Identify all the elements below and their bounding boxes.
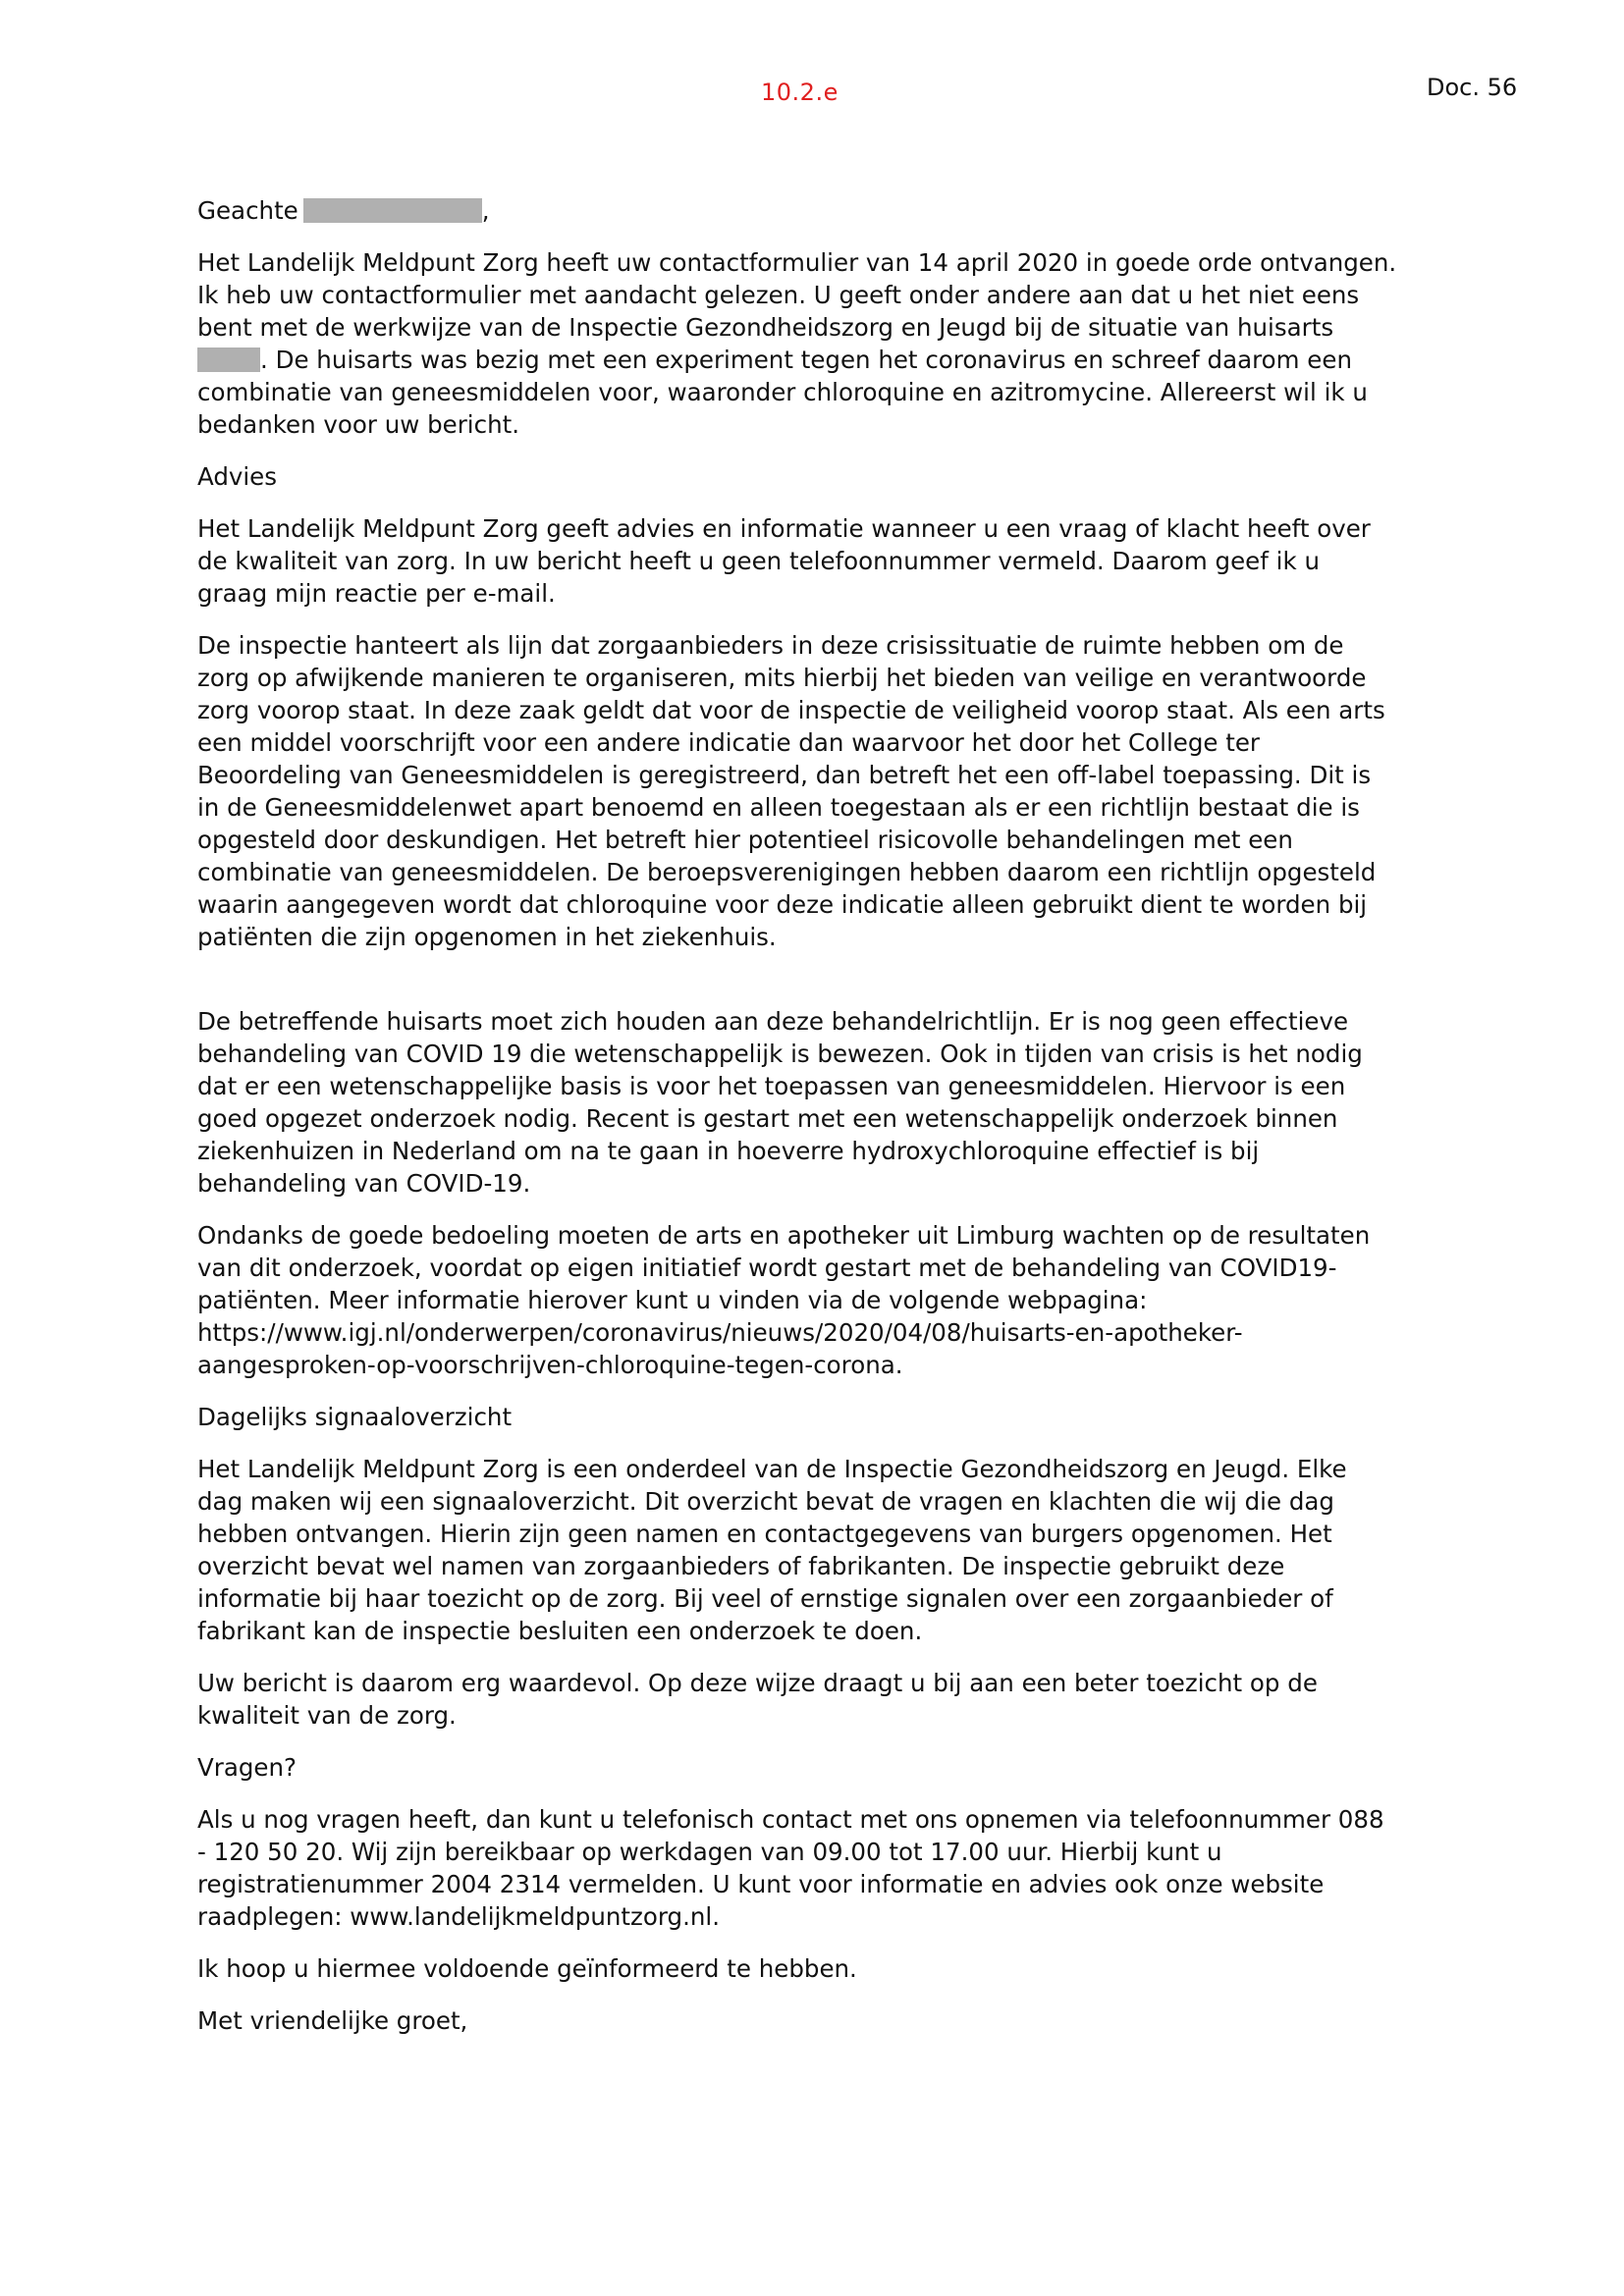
text-line: Ik heb uw contactformulier met aandacht gelezen. U geeft onder andere aan dat u het niet eens xyxy=(197,281,1360,309)
text-line: van dit onderzoek, voordat op eigen initiatief wordt gestart met de behandeling van COVID19- xyxy=(197,1254,1337,1282)
text-line: fabrikant kan de inspectie besluiten een onderzoek te doen. xyxy=(197,1617,923,1645)
text-line: zorg op afwijkende manieren te organiseren, mits hierbij het bieden van veilige en verantwoorde xyxy=(197,664,1367,692)
text-line: de kwaliteit van zorg. In uw bericht heeft u geen telefoonnummer vermeld. Daarom geef ik u xyxy=(197,547,1320,575)
redacted-recipient-name xyxy=(303,198,482,223)
webpage-url-line-2: aangesproken-op-voorschrijven-chloroquine-tegen-corona. xyxy=(197,1351,903,1379)
text-line: De inspectie hanteert als lijn dat zorgaanbieders in deze crisissituatie de ruimte hebben om de xyxy=(197,631,1344,660)
text-line: combinatie van geneesmiddelen voor, waaronder chloroquine en azitromycine. Allereerst wil ik u xyxy=(197,378,1368,406)
advies-paragraph-1 xyxy=(197,512,1474,610)
text-line: dat er een wetenschappelijke basis is voor het toepassen van geneesmiddelen. Hiervoor is een xyxy=(197,1072,1346,1100)
text-line: registratienummer 2004 2314 vermelden. U kunt voor informatie en advies ook onze website xyxy=(197,1870,1325,1898)
text-line: Als u nog vragen heeft, dan kunt u telefonisch contact met ons opnemen via telefoonnummer 088 xyxy=(197,1805,1384,1834)
text-line: bent met de werkwijze van de Inspectie Gezondheidszorg en Jeugd bij de situatie van huisarts xyxy=(197,313,1334,342)
text-line: combinatie van geneesmiddelen. De beroepsverenigingen hebben daarom een richtlijn opgesteld xyxy=(197,858,1377,886)
text-line: Ondanks de goede bedoeling moeten de arts en apotheker uit Limburg wachten op de resultaten xyxy=(197,1221,1371,1250)
text-line: bedanken voor uw bericht. xyxy=(197,410,520,439)
salutation-suffix: , xyxy=(481,196,490,225)
text-line: zorg voorop staat. In deze zaak geldt dat voor de inspectie de veiligheid voorop staat. Als een arts xyxy=(197,696,1385,724)
letter-body xyxy=(197,194,1474,2037)
text-line: - 120 50 20. Wij zijn bereikbaar op werkdagen van 09.00 tot 17.00 uur. Hierbij kunt u xyxy=(197,1838,1222,1866)
redaction-code: 10.2.e xyxy=(761,79,839,106)
section-heading-signaaloverzicht: Dagelijks signaaloverzicht xyxy=(197,1403,513,1431)
text-line: Het Landelijk Meldpunt Zorg heeft uw contactformulier van 14 april 2020 in goede orde ontvangen. xyxy=(197,248,1397,277)
webpage-url-line-1: https://www.igj.nl/onderwerpen/coronavirus/nieuws/2020/04/08/huisarts-en-apotheker- xyxy=(197,1318,1243,1347)
text-line: raadplegen: www.landelijkmeldpuntzorg.nl. xyxy=(197,1902,720,1931)
signaal-paragraph-1 xyxy=(197,1453,1474,1647)
blank-gap xyxy=(197,953,1474,1005)
advies-paragraph-4 xyxy=(197,1219,1474,1381)
text-line: De betreffende huisarts moet zich houden aan deze behandelrichtlijn. Er is nog geen effectieve xyxy=(197,1007,1349,1036)
text-line: Uw bericht is daarom erg waardevol. Op deze wijze draagt u bij aan een beter toezicht op de xyxy=(197,1669,1318,1697)
sign-off: Met vriendelijke groet, xyxy=(197,2006,468,2035)
redacted-doctor-name xyxy=(197,347,260,372)
text-line: in de Geneesmiddelenwet apart benoemd en alleen toegestaan als er een richtlijn bestaat die is xyxy=(197,793,1360,822)
text-line: patiënten. Meer informatie hierover kunt u vinden via de volgende webpagina: xyxy=(197,1286,1148,1314)
text-line: ziekenhuizen in Nederland om na te gaan in hoeverre hydroxychloroquine effectief is bij xyxy=(197,1137,1260,1165)
text-line: overzicht bevat wel namen van zorgaanbieders of fabrikanten. De inspectie gebruikt deze xyxy=(197,1552,1285,1580)
text-line: behandeling van COVID-19. xyxy=(197,1169,531,1198)
vragen-paragraph xyxy=(197,1803,1474,1933)
text-line: Het Landelijk Meldpunt Zorg is een onderdeel van de Inspectie Gezondheidszorg en Jeugd. Elke xyxy=(197,1455,1347,1483)
text-after-redaction: . De huisarts was bezig met een experiment tegen het coronavirus en schreef daarom een xyxy=(260,346,1352,374)
text-line: informatie bij haar toezicht op de zorg. Bij veel of ernstige signalen over een zorgaanbieder of xyxy=(197,1584,1333,1613)
text-line: hebben ontvangen. Hierin zijn geen namen en contactgegevens van burgers opgenomen. Het xyxy=(197,1520,1332,1548)
salutation-prefix: Geachte xyxy=(197,196,298,225)
text-line: een middel voorschrijft voor een andere indicatie dan waarvoor het door het College ter xyxy=(197,728,1260,757)
text-line: goed opgezet onderzoek nodig. Recent is gestart met een wetenschappelijk onderzoek binnen xyxy=(197,1104,1338,1133)
advies-paragraph-3 xyxy=(197,1005,1474,1200)
text-line: dag maken wij een signaaloverzicht. Dit overzicht bevat de vragen en klachten die wij die dag xyxy=(197,1487,1334,1516)
signaal-paragraph-2 xyxy=(197,1667,1474,1732)
doc-number: Doc. 56 xyxy=(1427,74,1518,101)
section-heading-advies: Advies xyxy=(197,462,278,491)
text-line: Beoordeling van Geneesmiddelen is geregistreerd, dan betreft het een off-label toepassing. Dit is xyxy=(197,761,1372,789)
text-line: kwaliteit van de zorg. xyxy=(197,1701,457,1730)
advies-paragraph-2 xyxy=(197,629,1474,953)
closing-line: Ik hoop u hiermee voldoende geïnformeerd te hebben. xyxy=(197,1954,857,1983)
intro-paragraph xyxy=(197,246,1474,441)
text-line: patiënten die zijn opgenomen in het ziekenhuis. xyxy=(197,923,777,951)
text-line: opgesteld door deskundigen. Het betreft hier potentieel risicovolle behandelingen met een xyxy=(197,826,1293,854)
text-line: waarin aangegeven wordt dat chloroquine voor deze indicatie alleen gebruikt dient te worden bij xyxy=(197,890,1368,919)
salutation xyxy=(197,194,1474,227)
text-line: Het Landelijk Meldpunt Zorg geeft advies en informatie wanneer u een vraag of klacht heeft over xyxy=(197,514,1371,543)
section-heading-vragen: Vragen? xyxy=(197,1753,298,1782)
text-line xyxy=(197,344,1474,376)
text-line: graag mijn reactie per e-mail. xyxy=(197,579,556,608)
text-line: behandeling van COVID 19 die wetenschappelijk is bewezen. Ook in tijden van crisis is het nodig xyxy=(197,1040,1363,1068)
